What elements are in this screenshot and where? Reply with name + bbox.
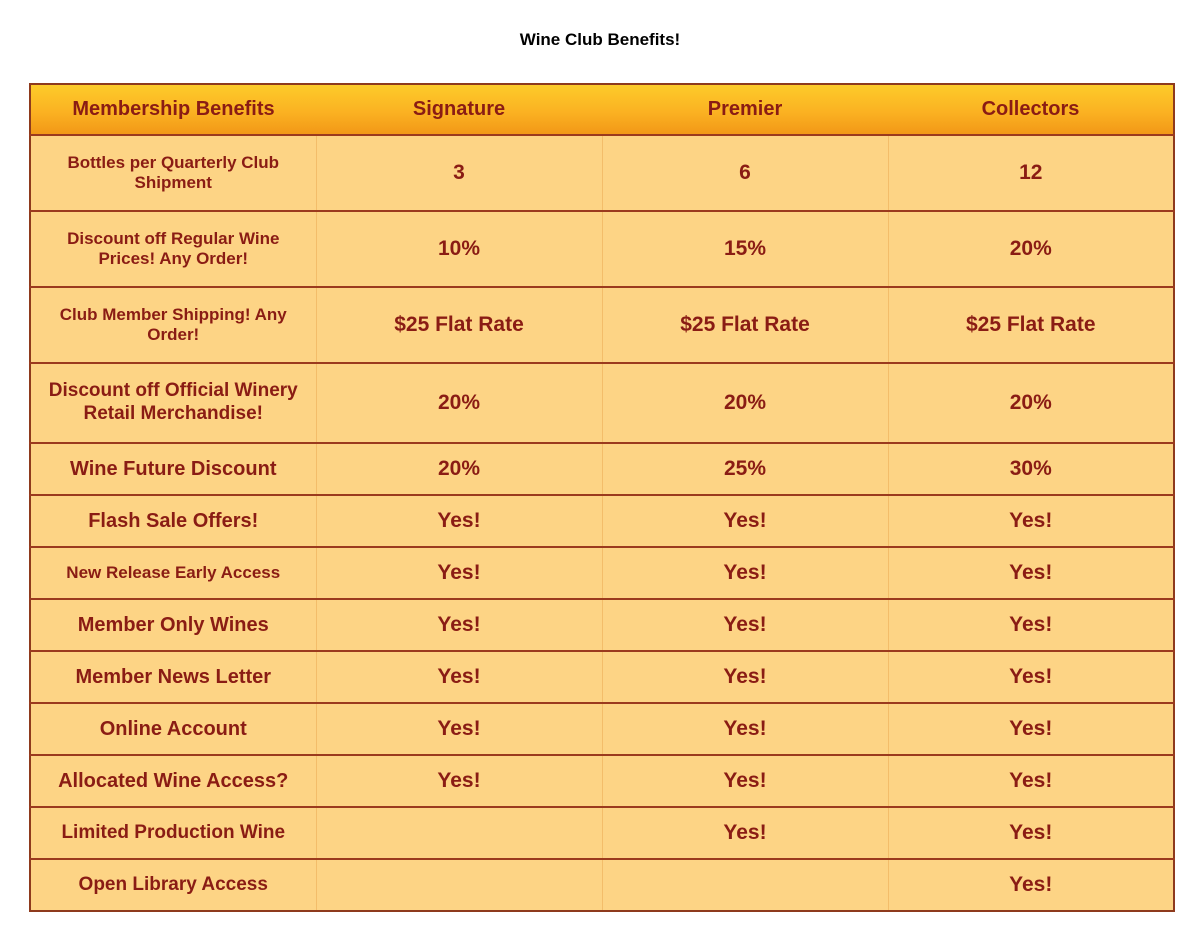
table-row xyxy=(30,599,1174,651)
premier-value: 15% xyxy=(602,211,888,287)
signature-value: 20% xyxy=(316,363,602,443)
premier-value: Yes! xyxy=(602,807,888,859)
benefit-label: Online Account xyxy=(30,703,316,755)
benefits-table xyxy=(29,83,1175,912)
benefit-label: Club Member Shipping! Any Order! xyxy=(30,287,316,363)
collectors-value: Yes! xyxy=(888,703,1174,755)
benefit-label: Member Only Wines xyxy=(30,599,316,651)
signature-value xyxy=(316,807,602,859)
benefit-label: Wine Future Discount xyxy=(30,443,316,495)
premier-value: $25 Flat Rate xyxy=(602,287,888,363)
table-row xyxy=(30,363,1174,443)
collectors-value: Yes! xyxy=(888,495,1174,547)
collectors-value: Yes! xyxy=(888,547,1174,599)
premier-value: Yes! xyxy=(602,599,888,651)
premier-value: Yes! xyxy=(602,547,888,599)
benefit-label: Discount off Official Winery Retail Merchandise! xyxy=(30,363,316,443)
premier-value: Yes! xyxy=(602,755,888,807)
signature-value: Yes! xyxy=(316,547,602,599)
collectors-value: Yes! xyxy=(888,859,1174,911)
signature-value: Yes! xyxy=(316,495,602,547)
table-row xyxy=(30,287,1174,363)
table-row xyxy=(30,211,1174,287)
table-row xyxy=(30,547,1174,599)
signature-value: 20% xyxy=(316,443,602,495)
table-row xyxy=(30,859,1174,911)
table-row xyxy=(30,755,1174,807)
premier-value: Yes! xyxy=(602,703,888,755)
premier-value: 6 xyxy=(602,135,888,211)
table-row xyxy=(30,443,1174,495)
table-row xyxy=(30,495,1174,547)
premier-value: Yes! xyxy=(602,651,888,703)
header-membership-benefits: Membership Benefits xyxy=(30,84,316,135)
benefit-label: Member News Letter xyxy=(30,651,316,703)
collectors-value: 12 xyxy=(888,135,1174,211)
benefit-label: Limited Production Wine xyxy=(30,807,316,859)
signature-value: Yes! xyxy=(316,651,602,703)
benefit-label: New Release Early Access xyxy=(30,547,316,599)
premier-value xyxy=(602,859,888,911)
benefit-label: Bottles per Quarterly Club Shipment xyxy=(30,135,316,211)
premier-value: Yes! xyxy=(602,495,888,547)
page-title: Wine Club Benefits! xyxy=(519,30,681,49)
header-signature: Signature xyxy=(316,84,602,135)
table-row xyxy=(30,703,1174,755)
table-row xyxy=(30,807,1174,859)
header-premier: Premier xyxy=(602,84,888,135)
table-row xyxy=(30,651,1174,703)
collectors-value: 20% xyxy=(888,211,1174,287)
signature-value: 3 xyxy=(316,135,602,211)
benefit-label: Flash Sale Offers! xyxy=(30,495,316,547)
collectors-value: Yes! xyxy=(888,807,1174,859)
signature-value: Yes! xyxy=(316,599,602,651)
header-row xyxy=(30,84,1174,135)
collectors-value: 20% xyxy=(888,363,1174,443)
header-collectors: Collectors xyxy=(888,84,1174,135)
signature-value: $25 Flat Rate xyxy=(316,287,602,363)
benefit-label: Allocated Wine Access? xyxy=(30,755,316,807)
collectors-value: Yes! xyxy=(888,651,1174,703)
table-row xyxy=(30,135,1174,211)
signature-value xyxy=(316,859,602,911)
collectors-value: 30% xyxy=(888,443,1174,495)
signature-value: Yes! xyxy=(316,755,602,807)
collectors-value: Yes! xyxy=(888,599,1174,651)
benefit-label: Discount off Regular Wine Prices! Any Order! xyxy=(30,211,316,287)
premier-value: 25% xyxy=(602,443,888,495)
premier-value: 20% xyxy=(602,363,888,443)
benefit-label: Open Library Access xyxy=(30,859,316,911)
signature-value: Yes! xyxy=(316,703,602,755)
collectors-value: Yes! xyxy=(888,755,1174,807)
collectors-value: $25 Flat Rate xyxy=(888,287,1174,363)
signature-value: 10% xyxy=(316,211,602,287)
